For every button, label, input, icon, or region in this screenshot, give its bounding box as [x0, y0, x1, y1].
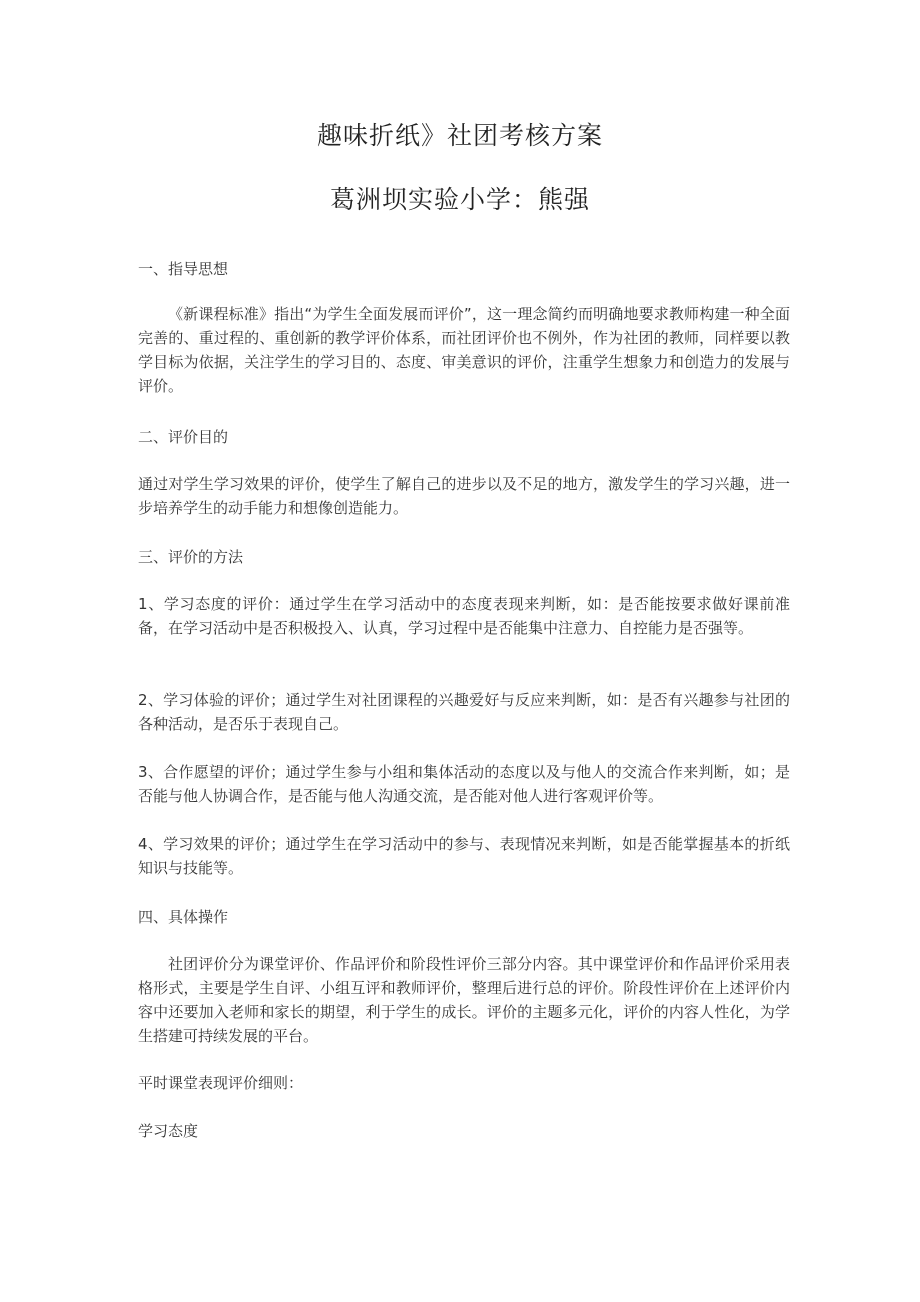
section-heading-evaluation-method: 三、评价的方法 [138, 548, 244, 566]
document-subtitle: 葛洲坝实验小学：熊强 [329, 185, 590, 214]
method-item: 2、学习体验的评价；通过学生对社团课程的兴趣爱好与反应来判断，如：是否有兴趣参与社团的各种活动，是否乐于表现自己。 [138, 691, 790, 733]
section-body-guiding-thought: 《新课程标准》指出“为学生全面发展而评价”，这一理念简约而明确地要求教师构建一种全面完善的、重过程的、重创新的教学评价体系，而社团评价也不例外，作为社团的教师，同样要以教学目标为依据，关注学生的学习目的、态度、审美意识的评价，注重学生想象力和创造力的发展与评价。 [138, 305, 790, 395]
section-heading-guiding-thought: 一、指导思想 [138, 260, 229, 278]
detail-heading: 平时课堂表现评价细则： [138, 1074, 304, 1092]
section-heading-specific-operation: 四、具体操作 [138, 908, 229, 926]
method-item: 3、合作愿望的评价；通过学生参与小组和集体活动的态度以及与他人的交流合作来判断，如；是否能与他人协调合作，是否能与他人沟通交流，是否能对他人进行客观评价等。 [138, 763, 790, 805]
section-body-evaluation-purpose: 通过对学生学习效果的评价，使学生了解自己的进步以及不足的地方，激发学生的学习兴趣，进一步培养学生的动手能力和想像创造能力。 [138, 475, 790, 517]
method-item: 1、学习态度的评价：通过学生在学习活动中的态度表现来判断，如：是否能按要求做好课前准备，在学习活动中是否积极投入、认真，学习过程中是否能集中注意力、自控能力是否强等。 [138, 595, 790, 637]
attitude-heading: 学习态度 [138, 1122, 199, 1140]
section-body-specific-operation: 社团评价分为课堂评价、作品评价和阶段性评价三部分内容。其中课堂评价和作品评价采用表格形式，主要是学生自评、小组互评和教师评价，整理后进行总的评价。阶段性评价在上述评价内容中还要加入老师和家长的期望，利于学生的成长。评价的主题多元化，评价的内容人性化，为学生搭建可持续发展的平台。 [138, 955, 790, 1045]
section-heading-evaluation-purpose: 二、评价目的 [138, 428, 229, 446]
method-item: 4、学习效果的评价；通过学生在学习活动中的参与、表现情况来判断，如是否能掌握基本的折纸知识与技能等。 [138, 835, 790, 877]
document-title: 趣味折纸》社团考核方案 [316, 121, 603, 150]
